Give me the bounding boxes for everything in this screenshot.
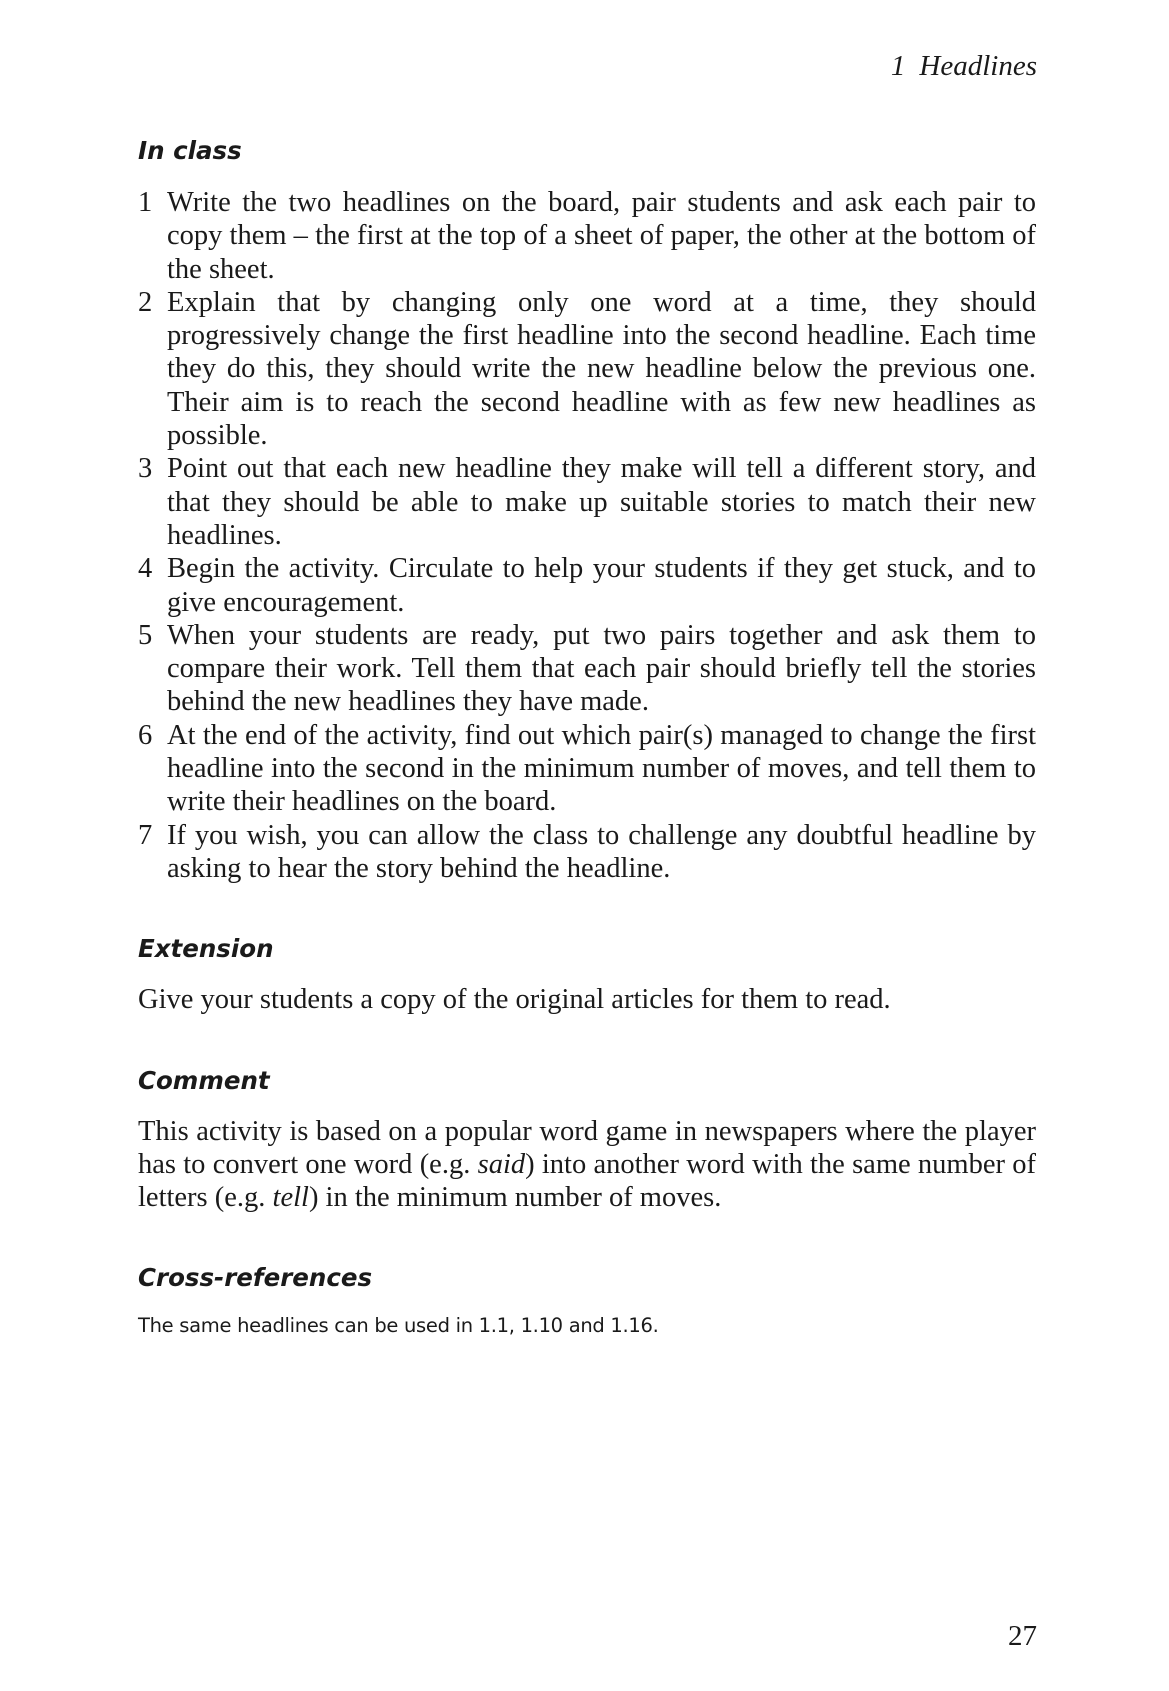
step-item [138,552,1036,619]
extension-heading: Extension [138,934,274,964]
step-item [138,819,1036,886]
running-head [891,50,1037,83]
comment-heading: Comment [138,1065,270,1095]
step-number: 3 [138,453,153,485]
step-item [138,452,1036,552]
cross-references-heading: Cross-references [138,1263,373,1293]
in-class-section [138,134,1036,885]
cross-references-section [138,1261,1036,1339]
comment-example-said: said [477,1148,526,1180]
step-number: 6 [138,719,153,751]
page-content [138,134,1036,1339]
cross-references-text: The same headlines can be used in 1.1, 1.10 and 1.16. [138,1314,659,1338]
step-text: Write the two headlines on the board, pair students and ask each pair to copy them – the first at the top of a sheet of paper, the other at the bottom of the sheet. [167,187,1036,285]
comment-text-part3: ) in the minimum number of moves. [308,1182,722,1214]
comment-text-part2: ) into another word with the same number of letters (e.g. [138,1148,1036,1214]
step-number: 4 [138,553,153,585]
step-text: If you wish, you can allow the class to challenge any doubtful headline by asking to hear the story behind the headline. [167,819,1036,884]
page-number: 27 [1008,1620,1037,1652]
step-item [138,186,1036,286]
step-text: Explain that by changing only one word at a time, they should progressively change the first headline into the second headline. Each time they do this, they should write the new headline below the previous one. Their aim is to reach the second headline with as few new headlines as possible. [167,286,1036,452]
in-class-heading: In class [138,136,242,165]
step-text: Begin the activity. Circulate to help your students if they get stuck, and to give encouragement. [167,553,1036,618]
step-item [138,286,1036,452]
step-number: 5 [138,619,153,651]
step-text: Point out that each new headline they make will tell a different story, and that they should be able to make up suitable stories to match their new headlines. [167,453,1036,551]
step-text: At the end of the activity, find out which pair(s) managed to change the first headline into the second in the minimum number of moves, and tell them to write their headlines on the board. [167,719,1036,818]
step-item [138,619,1036,719]
step-number: 7 [138,819,153,851]
extension-text: Give your students a copy of the original articles for them to read. [138,984,891,1016]
comment-text [138,1115,1036,1215]
step-number: 1 [138,187,153,218]
comment-section [138,1064,1036,1215]
extension-section [138,932,1036,1016]
step-text: When your students are ready, put two pairs together and ask them to compare their work. Tell them that each pair should briefly tell the stories behind the new headlines they have made. [167,619,1036,718]
step-number: 2 [138,286,153,318]
chapter-number: 1 [890,50,906,82]
in-class-steps [138,186,1036,885]
chapter-title: Headlines [919,50,1037,82]
comment-example-tell: tell [272,1182,309,1214]
comment-text-part1: This activity is based on a popular word game in newspapers where the player has to convert one word (e.g. [138,1115,1036,1180]
step-item [138,719,1036,819]
